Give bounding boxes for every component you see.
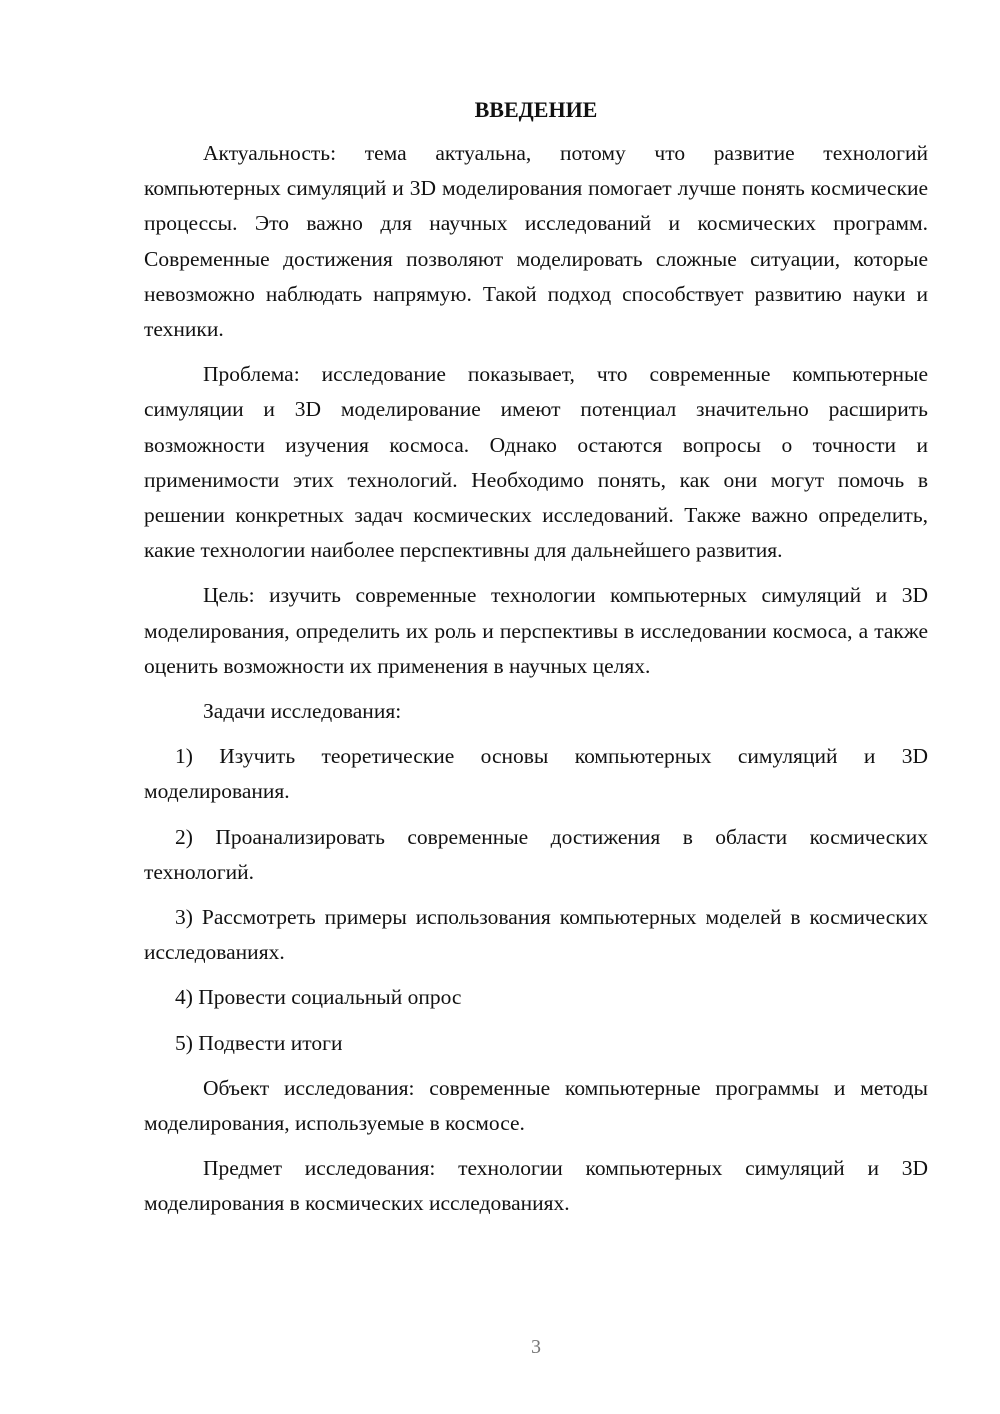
paragraph-relevance: Актуальность: тема актуальна, потому что развитие технологий компьютерных симуляций и 3D моделирования помогает лучше понять космические процессы. Это важно для научных исследований и космических программ. Современные достижения позволяют моделировать сложные ситуации, которые невозможно наблюдать напрямую. Такой подход способствует развитию науки и техники. [144,141,928,342]
document-page [144,94,928,1222]
list-item: 1) Изучить теоретические основы компьютерных симуляций и 3D моделирования. [144,744,928,804]
list-item: 4) Провести социальный опрос [175,985,462,1010]
page-title: ВВЕДЕНИЕ [474,97,598,122]
page-number: 3 [531,1336,541,1358]
paragraph-subject: Предмет исследования: технологии компьютерных симуляций и 3D моделирования в космических исследованиях. [144,1156,928,1216]
paragraph-tasks-intro: Задачи исследования: [203,699,402,724]
list-item: 3) Рассмотреть примеры использования компьютерных моделей в космических исследованиях. [144,905,928,965]
list-item: 5) Подвести итоги [175,1030,343,1055]
paragraph-problem: Проблема: исследование показывает, что современные компьютерные симуляции и 3D моделирование имеют потенциал значительно расширить возможности изучения космоса. Однако остаются вопросы о точности и применимости этих технологий. Необходимо понять, как они могут помочь в решении конкретных задач космических исследований. Также важно определить, какие технологии наиболее перспективны для дальнейшего развития. [144,362,928,563]
list-item: 2) Проанализировать современные достижения в области космических технологий. [144,824,928,884]
paragraph-object: Объект исследования: современные компьютерные программы и методы моделирования, используемые в космосе. [144,1075,928,1136]
paragraph-goal: Цель: изучить современные технологии компьютерных симуляций и 3D моделирования, определить их роль и перспективы в исследовании космоса, а также оценить возможности их применения в научных целях. [144,583,928,678]
